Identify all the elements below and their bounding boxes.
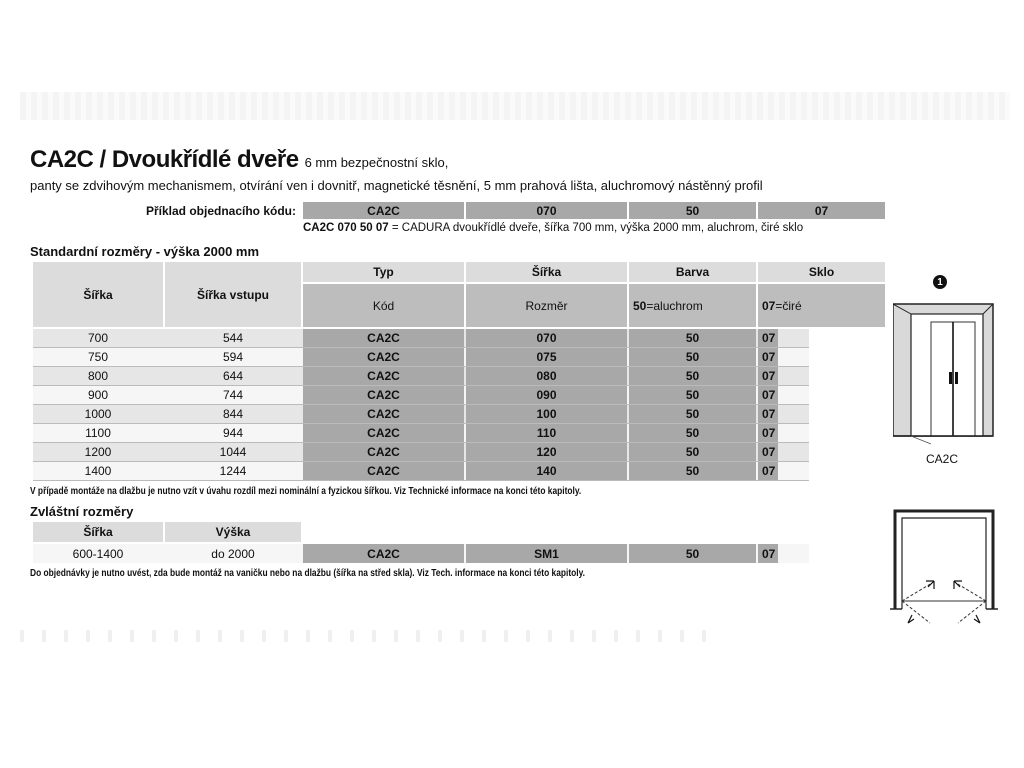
- row-width: 750: [87, 350, 109, 364]
- product-description: panty se zdvihovým mechanismem, otvírání ven i dovnitř, magnetické těsnění, 5 mm prahová lišta, aluchromový nástěnný profil: [30, 178, 763, 193]
- order-code-type: CA2C: [303, 202, 464, 219]
- order-example-explanation: [303, 222, 803, 234]
- row-size-code: 070: [466, 329, 627, 347]
- order-example-label: Příklad objednacího kódu:: [145, 203, 296, 218]
- row-width: 1200: [84, 445, 112, 459]
- row-type: CA2C: [303, 443, 464, 461]
- order-code-glass: 07: [758, 202, 885, 219]
- col-header-type: Typ: [303, 262, 464, 282]
- row-width: 900: [87, 388, 109, 402]
- row-size-code: 110: [466, 424, 627, 442]
- glass-name: =čiré: [775, 298, 802, 313]
- row-size-code: 120: [466, 443, 627, 461]
- row-color: 50: [629, 405, 756, 423]
- color-name: =aluchrom: [646, 298, 703, 313]
- door-perspective-drawing: [893, 274, 998, 449]
- special-note: Do objednávky je nutno uvést, zda bude montáž na vaničku nebo na dlažbu (šířka na střed skla). Viz Tech. informace na konci této kapitoly.: [30, 568, 585, 579]
- row-size-code: 090: [466, 386, 627, 404]
- figure-badge: 1: [933, 275, 947, 289]
- special-section-title: Zvláštní rozměry: [30, 504, 134, 519]
- special-color: 50: [629, 544, 756, 563]
- row-type: CA2C: [303, 348, 464, 366]
- row-glass: 07: [758, 443, 778, 461]
- door-top-view-figure: [890, 505, 1000, 630]
- faded-footer-band: [20, 630, 720, 642]
- title-suffix: 6 mm bezpečnostní sklo,: [304, 155, 449, 170]
- special-height: do 2000: [211, 546, 255, 561]
- row-glass: 07: [758, 424, 778, 442]
- row-type: CA2C: [303, 329, 464, 347]
- glass-code: 07: [762, 298, 776, 313]
- row-width: 1400: [84, 464, 112, 478]
- faded-header-band: [20, 92, 1010, 120]
- row-type: CA2C: [303, 405, 464, 423]
- col-header-width: Šířka: [33, 262, 163, 327]
- row-color: 50: [629, 443, 756, 461]
- row-width: 1100: [85, 426, 111, 440]
- row-glass: 07: [758, 348, 778, 366]
- color-code: 50: [633, 298, 647, 313]
- door-top-view-drawing: [890, 505, 1000, 630]
- special-glass: 07: [758, 544, 778, 563]
- row-size-code: 100: [466, 405, 627, 423]
- col-header-glass: Sklo: [758, 262, 885, 282]
- row-width: 800: [87, 369, 109, 383]
- figure-caption: CA2C: [926, 452, 959, 466]
- col-header-size: Šířka: [466, 262, 627, 282]
- row-type: CA2C: [303, 424, 464, 442]
- row-color: 50: [629, 329, 756, 347]
- row-size-code: 080: [466, 367, 627, 385]
- row-entry-width: 844: [222, 407, 244, 421]
- row-entry-width: 1044: [219, 445, 247, 459]
- row-color: 50: [629, 462, 756, 480]
- special-col-height: Výška: [165, 522, 301, 542]
- order-example-text: = CADURA dvoukřídlé dveře, šířka 700 mm, výška 2000 mm, aluchrom, čiré sklo: [388, 222, 804, 234]
- order-example-code: CA2C 070 50 07: [303, 222, 389, 234]
- row-glass: 07: [758, 462, 778, 480]
- special-type: CA2C: [303, 544, 464, 563]
- row-divider: [33, 480, 809, 481]
- row-type: CA2C: [303, 462, 464, 480]
- row-entry-width: 944: [222, 426, 244, 440]
- row-type: CA2C: [303, 386, 464, 404]
- row-color: 50: [629, 348, 756, 366]
- row-glass: 07: [758, 405, 778, 423]
- row-entry-width: 1244: [219, 464, 247, 478]
- row-entry-width: 594: [222, 350, 244, 364]
- row-width: 700: [87, 331, 109, 345]
- subheader-color-legend: [629, 284, 756, 327]
- special-col-width: Šířka: [33, 522, 163, 542]
- product-title: CA2C / Dvoukřídlé dveře: [30, 146, 299, 173]
- subheader-glass-legend: [758, 284, 885, 327]
- row-color: 50: [629, 424, 756, 442]
- row-color: 50: [629, 367, 756, 385]
- subheader-dimension: Rozměr: [466, 284, 627, 327]
- row-entry-width: 544: [222, 331, 244, 345]
- subheader-code: Kód: [303, 284, 464, 327]
- door-perspective-figure: [893, 274, 998, 464]
- row-color: 50: [629, 386, 756, 404]
- row-width: 1000: [84, 407, 112, 421]
- col-header-entry-width: Šířka vstupu: [165, 262, 301, 327]
- col-header-color: Barva: [629, 262, 756, 282]
- special-width-range: 600-1400: [72, 546, 124, 561]
- special-code: SM1: [466, 544, 627, 563]
- row-size-code: 140: [466, 462, 627, 480]
- row-entry-width: 744: [222, 388, 244, 402]
- order-code-color: 50: [629, 202, 756, 219]
- row-glass: 07: [758, 329, 778, 347]
- standard-note: V případě montáže na dlažbu je nutno vzít v úvahu rozdíl mezi nominální a fyzickou šířkou. Viz Technické informace na konci této kapitoly.: [30, 486, 582, 497]
- row-entry-width: 644: [222, 369, 244, 383]
- standard-section-title: Standardní rozměry - výška 2000 mm: [30, 244, 260, 259]
- row-type: CA2C: [303, 367, 464, 385]
- row-glass: 07: [758, 386, 778, 404]
- page-title: [30, 146, 448, 174]
- row-glass: 07: [758, 367, 778, 385]
- order-code-width: 070: [466, 202, 627, 219]
- row-size-code: 075: [466, 348, 627, 366]
